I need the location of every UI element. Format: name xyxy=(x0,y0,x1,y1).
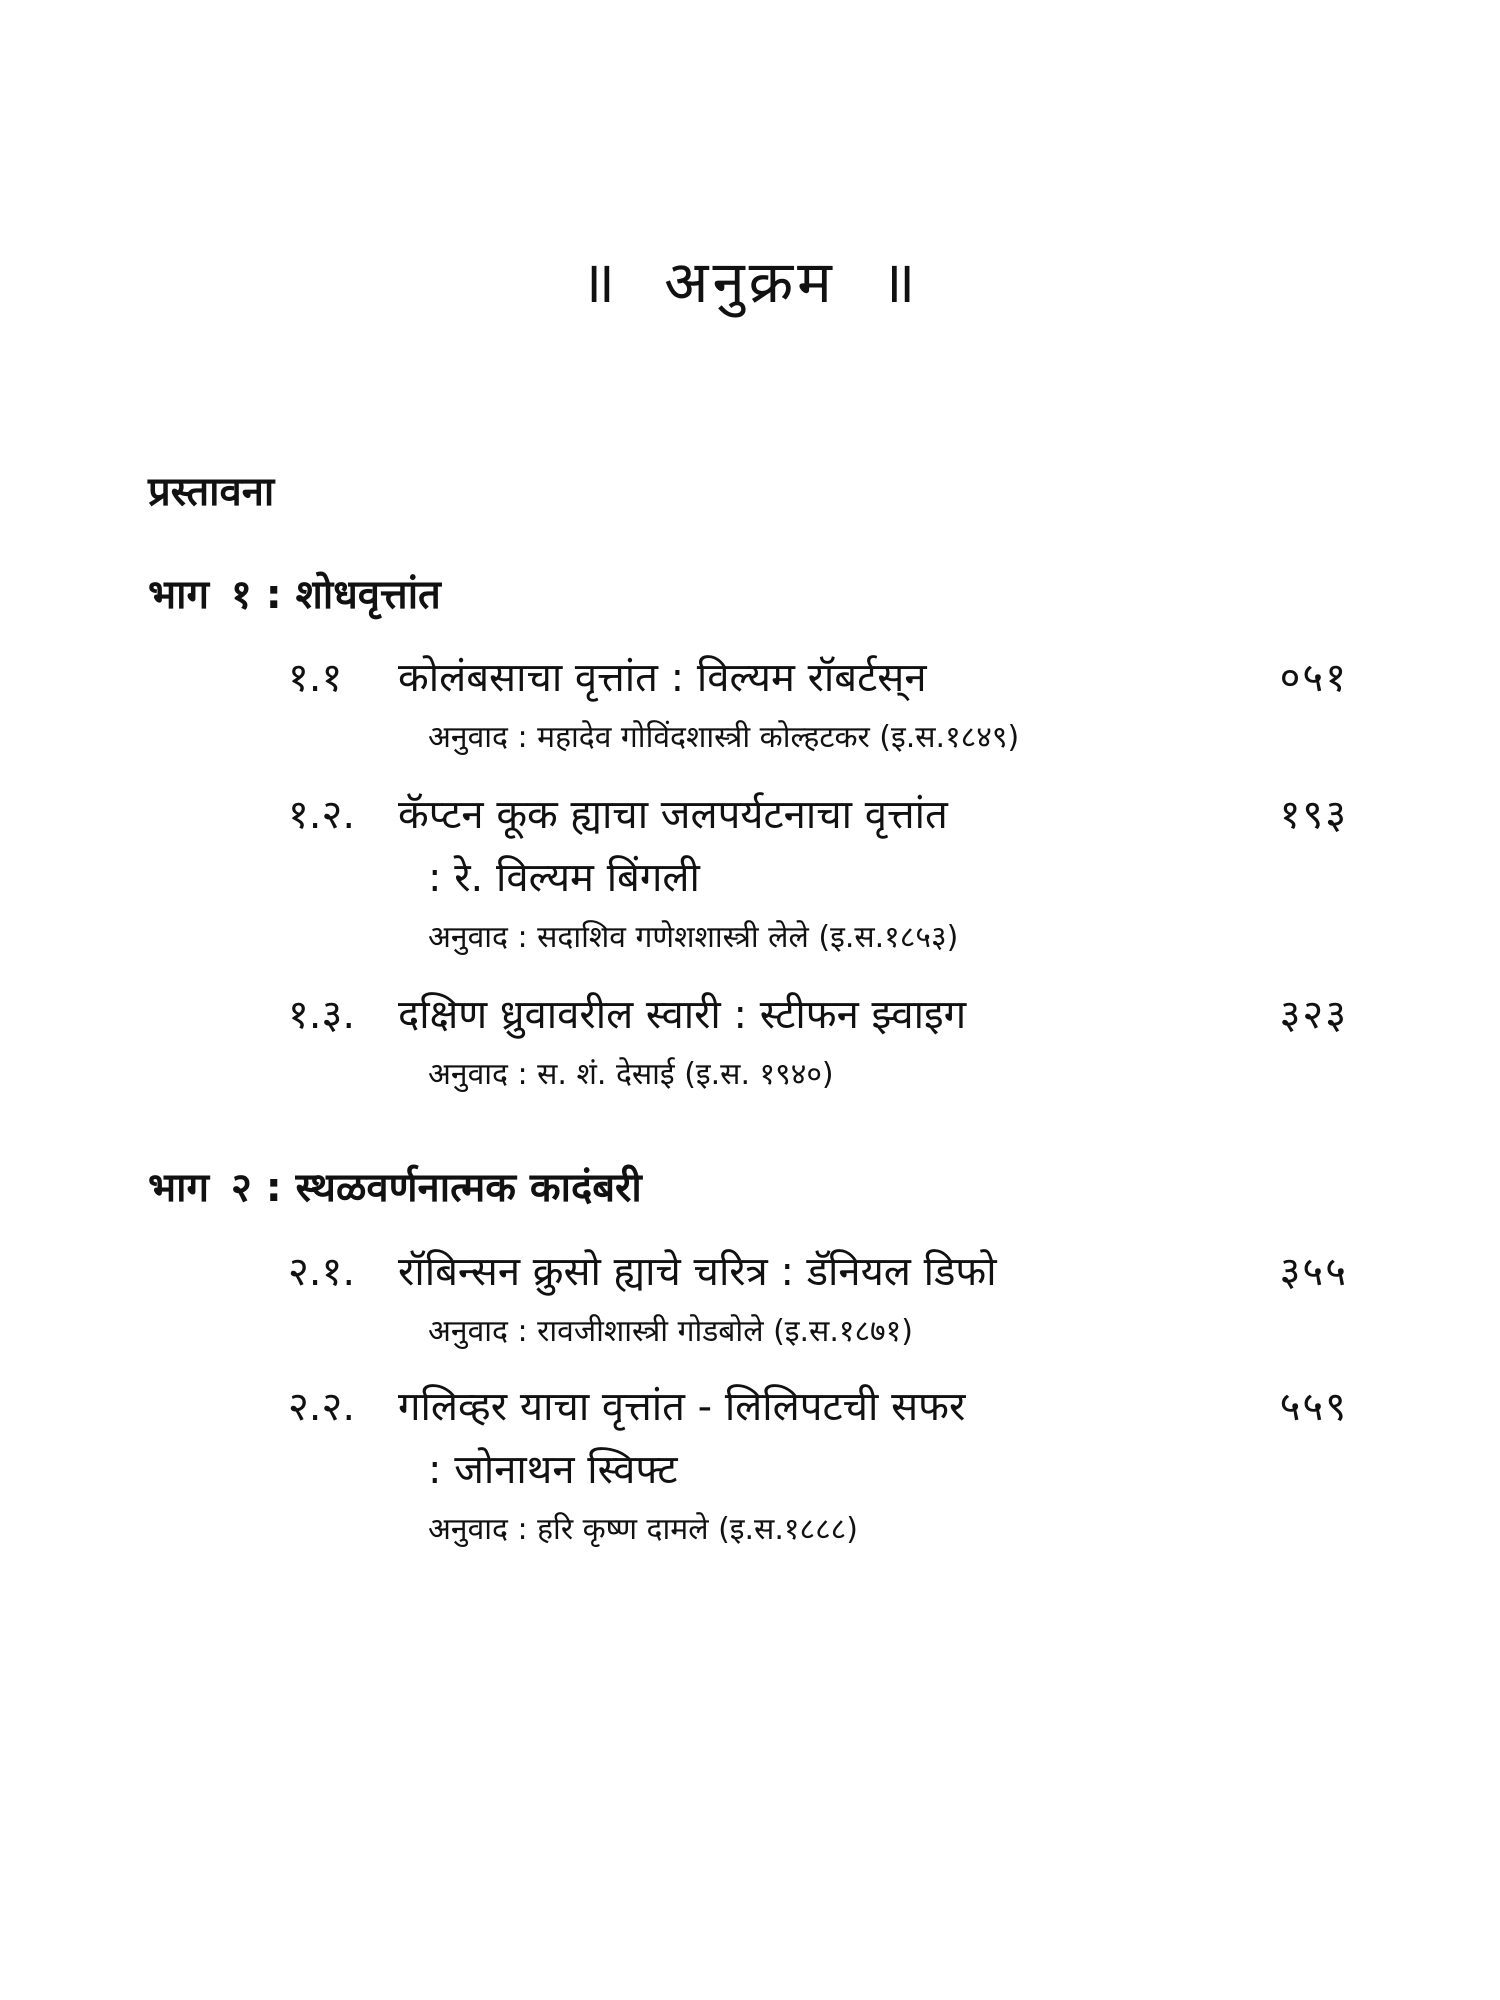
entry-title: दक्षिण ध्रुवावरील स्वारी : स्टीफन झ्वाइग xyxy=(398,992,967,1038)
entry-title-continuation: : जोनाथन स्विफ्ट xyxy=(428,1447,678,1493)
entry-title: कोलंबसाचा वृत्तांत : विल्यम रॉबर्टस्‌न xyxy=(398,655,927,701)
toc-entry-1-2 xyxy=(288,785,1348,956)
part-label: भाग xyxy=(148,572,209,618)
toc-entry-1-3 xyxy=(288,985,1348,1093)
entry-translator: अनुवाद : रावजीशास्त्री गोडबोले (इ.स.१८७१) xyxy=(428,1314,913,1349)
page-title: ॥ अनुक्रम ॥ xyxy=(580,248,920,316)
entry-page-number: ५५९ xyxy=(1279,1384,1348,1430)
toc-entry-1-1 xyxy=(288,648,1348,756)
entry-title: गलिव्हर याचा वृत्तांत - लिलिपटची सफर xyxy=(398,1384,966,1430)
part-2-heading xyxy=(148,1158,642,1213)
part-title: २ : स्थळवर्णनात्मक कादंबरी xyxy=(231,1165,642,1211)
entry-page-number: ३२३ xyxy=(1279,992,1348,1038)
entry-index: १.२. xyxy=(288,792,356,838)
entry-page-number: १९३ xyxy=(1279,792,1348,838)
entry-index: १.१ xyxy=(288,655,343,701)
entry-translator: अनुवाद : महादेव गोविंदशास्त्री कोल्हटकर (इ.स.१८४९) xyxy=(428,720,1020,755)
entry-title: रॉबिन्सन क्रुसो ह्याचे चरित्र : डॅनियल डिफो xyxy=(398,1249,997,1295)
entry-index: १.३. xyxy=(288,992,356,1038)
toc-entry-2-2 xyxy=(288,1377,1348,1548)
part-1-heading xyxy=(148,565,441,620)
entry-page-number: ०५१ xyxy=(1279,655,1348,701)
entry-index: २.१. xyxy=(288,1249,356,1295)
entry-translator: अनुवाद : सदाशिव गणेशशास्त्री लेले (इ.स.१८५३) xyxy=(428,920,959,955)
entry-title: कॅप्टन कूक ह्याचा जलपर्यटनाचा वृत्तांत xyxy=(398,792,948,838)
entry-title-continuation: : रे. विल्यम बिंगली xyxy=(428,855,700,901)
entry-translator: अनुवाद : स. शं. देसाई (इ.स. १९४०) xyxy=(428,1057,834,1092)
entry-index: २.२. xyxy=(288,1384,356,1430)
part-title: १ : शोधवृत्तांत xyxy=(231,572,441,618)
preface-entry: प्रस्तावना xyxy=(148,469,275,515)
entry-page-number: ३५५ xyxy=(1279,1249,1348,1295)
entry-translator: अनुवाद : हरि कृष्ण दामले (इ.स.१८८८) xyxy=(428,1512,858,1547)
toc-entry-2-1 xyxy=(288,1242,1348,1350)
part-label: भाग xyxy=(148,1165,209,1211)
